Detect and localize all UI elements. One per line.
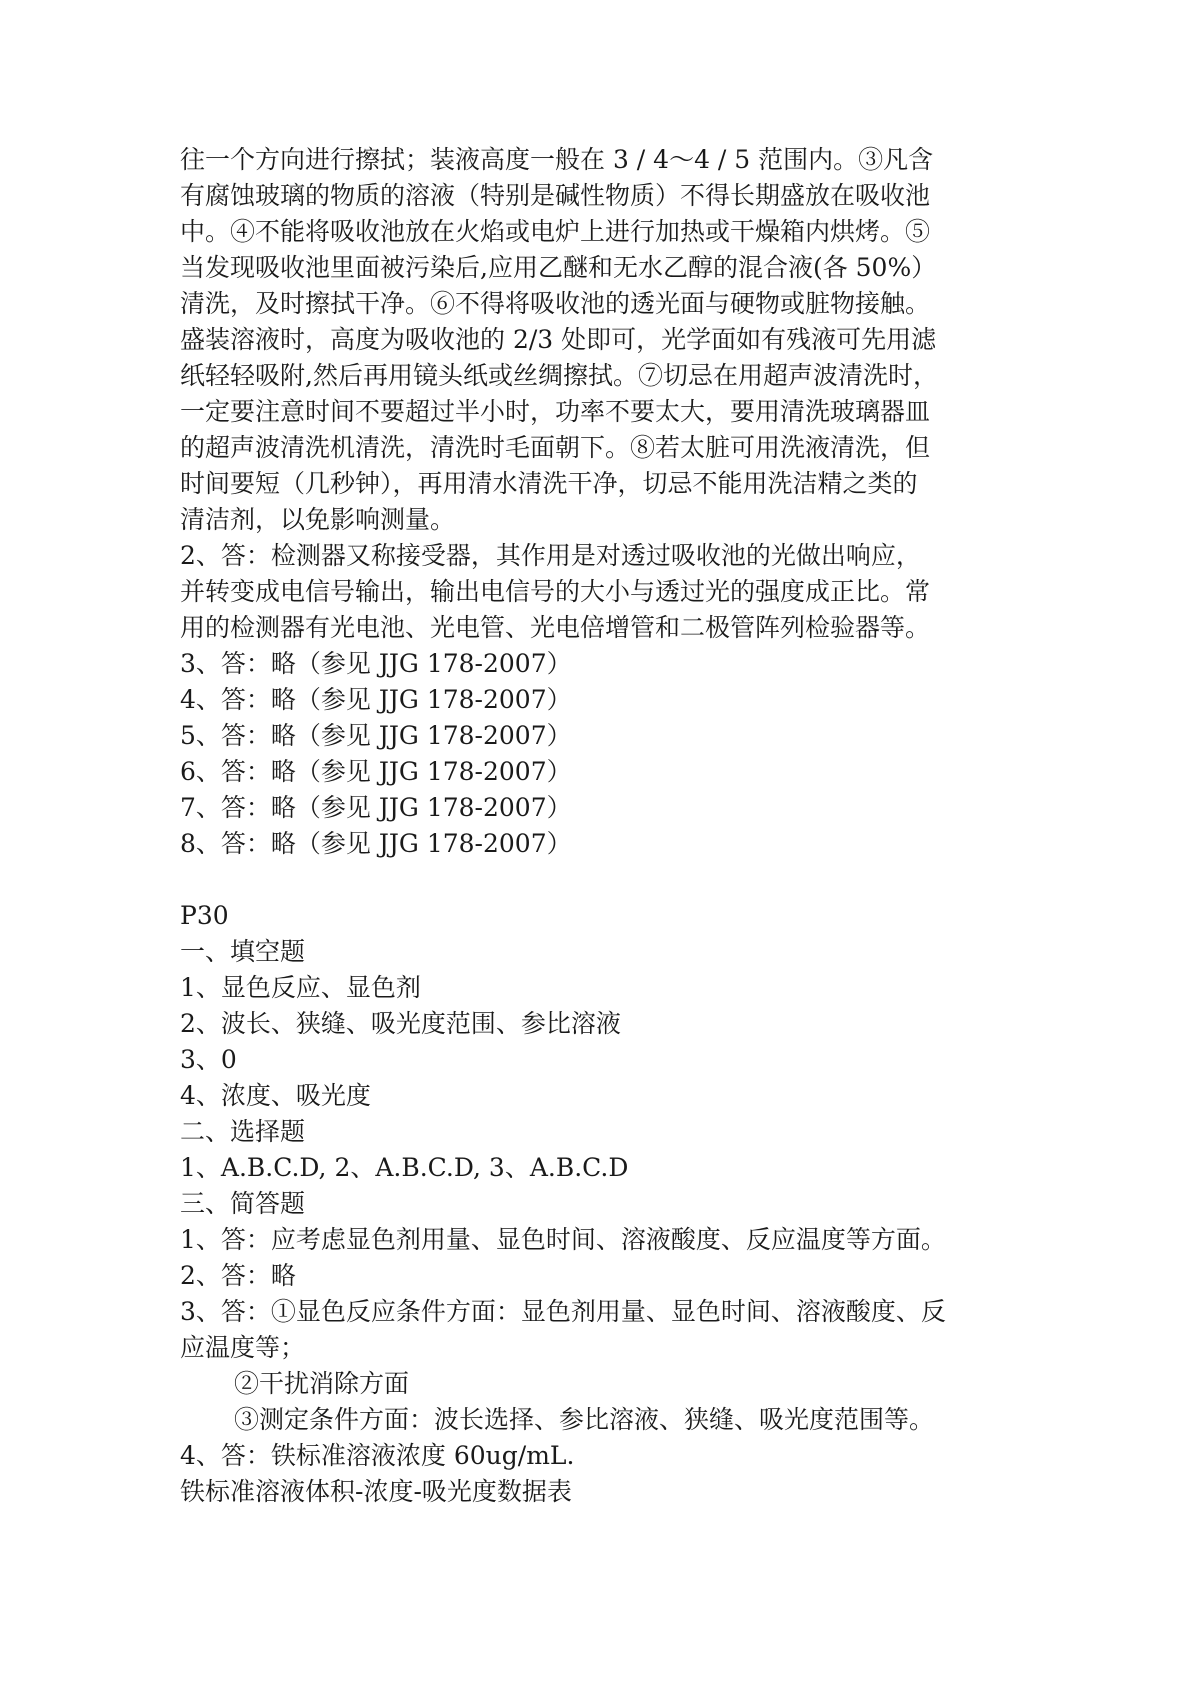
page-reference: P30 bbox=[180, 901, 229, 930]
answer-2-line: 并转变成电信号输出，输出电信号的大小与透过光的强度成正比。常 bbox=[180, 577, 931, 606]
fill-in-item: 2、波长、狭缝、吸光度范围、参比溶液 bbox=[180, 1009, 621, 1038]
table-caption: 铁标准溶液体积-浓度-吸光度数据表 bbox=[180, 1477, 572, 1506]
reference-answer: 4、答：略（参见 JJG 178-2007） bbox=[180, 685, 572, 714]
short-answer-3-line: 3、答：①显色反应条件方面：显色剂用量、显色时间、溶液酸度、反 bbox=[180, 1297, 946, 1326]
short-answer-item: 1、答：应考虑显色剂用量、显色时间、溶液酸度、反应温度等方面。 bbox=[180, 1225, 946, 1254]
fill-in-heading: 一、填空题 bbox=[180, 937, 306, 966]
fill-in-item: 1、显色反应、显色剂 bbox=[180, 973, 421, 1002]
intro-line: 当发现吸收池里面被污染后,应用乙醚和无水乙醇的混合液(各 50%） bbox=[180, 253, 937, 282]
short-answer-heading: 三、简答题 bbox=[180, 1189, 306, 1218]
short-answers bbox=[180, 1222, 1010, 1474]
intro-paragraph bbox=[180, 142, 1010, 538]
document-body bbox=[180, 142, 1010, 1510]
fill-in-item: 4、浓度、吸光度 bbox=[180, 1081, 371, 1110]
intro-line: 时间要短（几秒钟），再用清水清洗干净，切忌不能用洗洁精之类的 bbox=[180, 469, 918, 498]
intro-line: 有腐蚀玻璃的物质的溶液（特别是碱性物质）不得长期盛放在吸收池 bbox=[180, 181, 931, 210]
intro-line: 盛装溶液时，高度为吸收池的 2/3 处即可，光学面如有残液可先用滤 bbox=[180, 325, 937, 354]
fill-in-answers bbox=[180, 970, 1010, 1114]
intro-line: 清洗，及时擦拭干净。⑥不得将吸收池的透光面与硬物或脏物接触。 bbox=[180, 289, 931, 318]
short-answer-3-line: 应温度等； bbox=[180, 1333, 306, 1362]
reference-answer: 5、答：略（参见 JJG 178-2007） bbox=[180, 721, 572, 750]
intro-line: 纸轻轻吸附,然后再用镜头纸或丝绸擦拭。⑦切忌在用超声波清洗时， bbox=[180, 361, 938, 390]
reference-answer: 7、答：略（参见 JJG 178-2007） bbox=[180, 793, 572, 822]
blank-line bbox=[180, 862, 1010, 898]
choice-heading: 二、选择题 bbox=[180, 1117, 306, 1146]
reference-answer: 6、答：略（参见 JJG 178-2007） bbox=[180, 757, 572, 786]
reference-answer: 8、答：略（参见 JJG 178-2007） bbox=[180, 829, 572, 858]
intro-line: 往一个方向进行擦拭；装液高度一般在 3 / 4～4 / 5 范围内。③凡含 bbox=[180, 145, 934, 174]
choice-answers: 1、A.B.C.D, 2、A.B.C.D, 3、A.B.C.D bbox=[180, 1153, 629, 1182]
answer-2-line: 2、答：检测器又称接受器，其作用是对透过吸收池的光做出响应， bbox=[180, 541, 921, 570]
short-answer-4: 4、答：铁标准溶液浓度 60ug/mL. bbox=[180, 1441, 575, 1470]
short-answer-item: 2、答：略 bbox=[180, 1261, 296, 1290]
reference-answer: 3、答：略（参见 JJG 178-2007） bbox=[180, 649, 572, 678]
intro-line: 中。④不能将吸收池放在火焰或电炉上进行加热或干燥箱内烘烤。⑤ bbox=[180, 217, 931, 246]
intro-line: 清洁剂，以免影响测量。 bbox=[180, 505, 456, 534]
intro-line: 一定要注意时间不要超过半小时，功率不要太大，要用清洗玻璃器皿 bbox=[180, 397, 931, 426]
short-answer-3-subitem: ③测定条件方面：波长选择、参比溶液、狭缝、吸光度范围等。 bbox=[234, 1405, 935, 1434]
reference-answers bbox=[180, 646, 1010, 862]
fill-in-item: 3、0 bbox=[180, 1045, 237, 1074]
answer-2-line: 用的检测器有光电池、光电管、光电倍增管和二极管阵列检验器等。 bbox=[180, 613, 931, 642]
intro-line: 的超声波清洗机清洗，清洗时毛面朝下。⑧若太脏可用洗液清洗，但 bbox=[180, 433, 931, 462]
short-answer-3-subitem: ②干扰消除方面 bbox=[234, 1369, 410, 1398]
answer-2-paragraph bbox=[180, 538, 1010, 646]
